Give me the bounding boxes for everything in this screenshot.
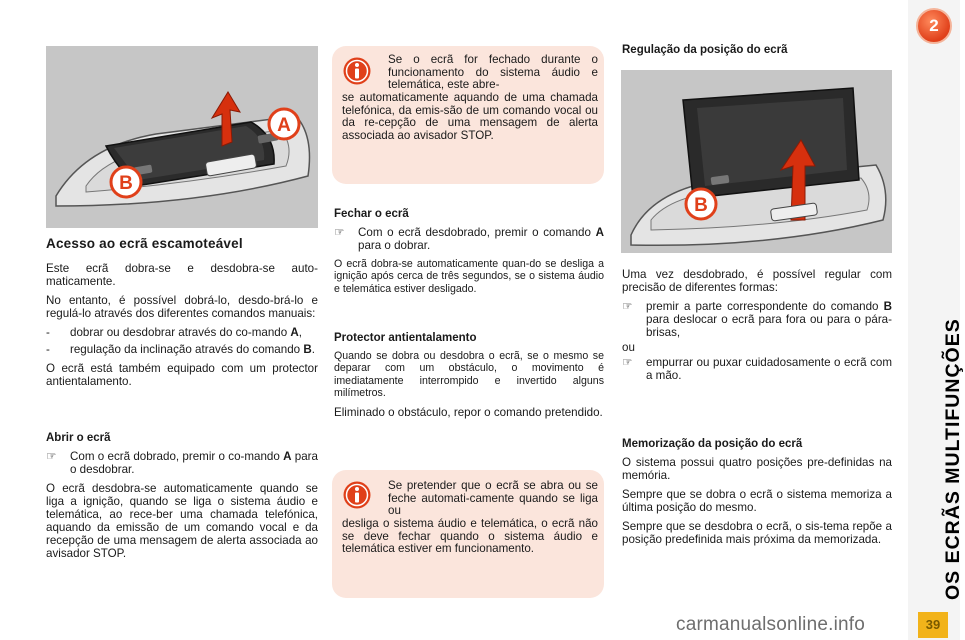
open-paragraph: O ecrã desdobra-se automaticamente quando se liga a ignição, quando se liga o sistema áudio e telemática, ao rece-ber uma chamada telefónica, aquando da emissão de um comando vocal e da recepção de uma mensagem de alerta associada ao avisador STOP. xyxy=(46,482,318,560)
info-icon xyxy=(342,56,372,86)
dash-list-item: - regulação da inclinação através do comando B. xyxy=(46,343,315,356)
figure-label-a: A xyxy=(277,115,291,136)
raised-screen-illustration xyxy=(621,70,892,253)
memory-paragraph-2: Sempre que se dobra o ecrã o sistema memoriza a última posição do mesmo. xyxy=(622,488,892,514)
figure-label-b: B xyxy=(119,173,133,194)
column-2-protector xyxy=(334,350,604,419)
pointer-list-item: ☞ premir a parte correspondente do comando B para deslocar o ecrã para fora ou para o pára-brisas, xyxy=(622,300,892,339)
subheading-protector: Protector antientalamento xyxy=(334,332,477,344)
column-3-body xyxy=(622,268,892,382)
close-paragraph: O ecrã dobra-se automaticamente quan-do se desliga a ignição após cerca de três segundos, se o sistema áudio e telemática estiver desligado. xyxy=(334,258,604,295)
pointer-list-item: ☞ empurrar ou puxar cuidadosamente o ecrã com a mão. xyxy=(622,356,892,382)
figure-raised-screen xyxy=(621,70,892,253)
memory-paragraph-1: O sistema possui quatro posições pre-definidas na memória. xyxy=(622,456,892,482)
or-text: ou xyxy=(622,341,635,354)
protector-paragraph: Quando se dobra ou desdobra o ecrã, se o mesmo se deparar com um obstáculo, o movimento é imediatamente interrompido e invertido alguns milímetros. xyxy=(334,350,604,400)
pointer-icon: ☞ xyxy=(46,450,57,463)
chapter-number-badge: 2 xyxy=(916,8,952,44)
pointer-icon: ☞ xyxy=(622,356,633,369)
column-1-open xyxy=(46,450,318,560)
info-note-2-lead: Se pretender que o ecrã se abra ou se feche automati-camente quando se liga ou xyxy=(388,479,598,518)
memory-paragraph-3: Sempre que se desdobra o ecrã, o sis-tema repõe a posição predefinida mais próxima da memorizada. xyxy=(622,520,892,546)
info-note-1-body: se automaticamente aquando de uma chamada telefónica, da emis-são de um comando vocal ou da re-cepção de uma mensagem de alerta associada ao avisador STOP. xyxy=(342,91,598,142)
column-2-close xyxy=(334,226,604,295)
dash-marker: - xyxy=(46,343,50,356)
pointer-icon: ☞ xyxy=(334,226,345,239)
subheading-memorization: Memorização da posição do ecrã xyxy=(622,438,803,450)
section-heading-access: Acesso ao ecrã escamoteável xyxy=(46,236,243,251)
info-note-2 xyxy=(332,470,604,598)
chapter-title-vertical: OS ECRÃS MULTIFUNÇÕES xyxy=(942,318,964,600)
column-3-memory xyxy=(622,456,892,546)
figure-label-b: B xyxy=(694,195,708,216)
dash-list-item: - dobrar ou desdobrar através do co-mando A, xyxy=(46,326,303,339)
section-heading-position: Regulação da posição do ecrã xyxy=(622,44,788,56)
protector-paragraph-2: Eliminado o obstáculo, repor o comando pretendido. xyxy=(334,405,603,419)
pointer-icon: ☞ xyxy=(622,300,633,313)
pointer-list-item: ☞ Com o ecrã desdobrado, premir o comando A para o dobrar. xyxy=(334,226,604,252)
pointer-list-item: ☞ Com o ecrã dobrado, premir o co-mando A para o desdobrar. xyxy=(46,450,318,476)
folded-screen-illustration xyxy=(46,46,318,228)
subheading-close-screen: Fechar o ecrã xyxy=(334,208,409,220)
info-note-1-lead: Se o ecrã for fechado durante o funcionamento do sistema áudio e telemática, este abre- xyxy=(388,53,598,92)
position-intro: Uma vez desdobrado, é possível regular com precisão de diferentes formas: xyxy=(622,268,892,294)
watermark-text: carmanualsonline.info xyxy=(676,614,866,635)
subheading-open-screen: Abrir o ecrã xyxy=(46,432,111,444)
info-icon xyxy=(342,480,372,510)
intro-paragraph-1: Este ecrã dobra-se e desdobra-se auto-maticamente. xyxy=(46,262,318,288)
dash-marker: - xyxy=(46,326,50,339)
intro-paragraph-3: O ecrã está também equipado com um protector antientalamento. xyxy=(46,362,318,388)
info-note-2-body: desliga o sistema áudio e telemática, o ecrã não se deve fechar quando o sistema áudio e telemática estiver em funcionamento. xyxy=(342,517,598,556)
page-number: 39 xyxy=(918,612,948,638)
figure-folded-screen xyxy=(46,46,318,228)
column-1-body xyxy=(46,262,318,388)
info-note-1 xyxy=(332,46,604,184)
intro-paragraph-2: No entanto, é possível dobrá-lo, desdo-brá-lo e regulá-lo através dos diferentes comandos manuais: xyxy=(46,294,318,320)
